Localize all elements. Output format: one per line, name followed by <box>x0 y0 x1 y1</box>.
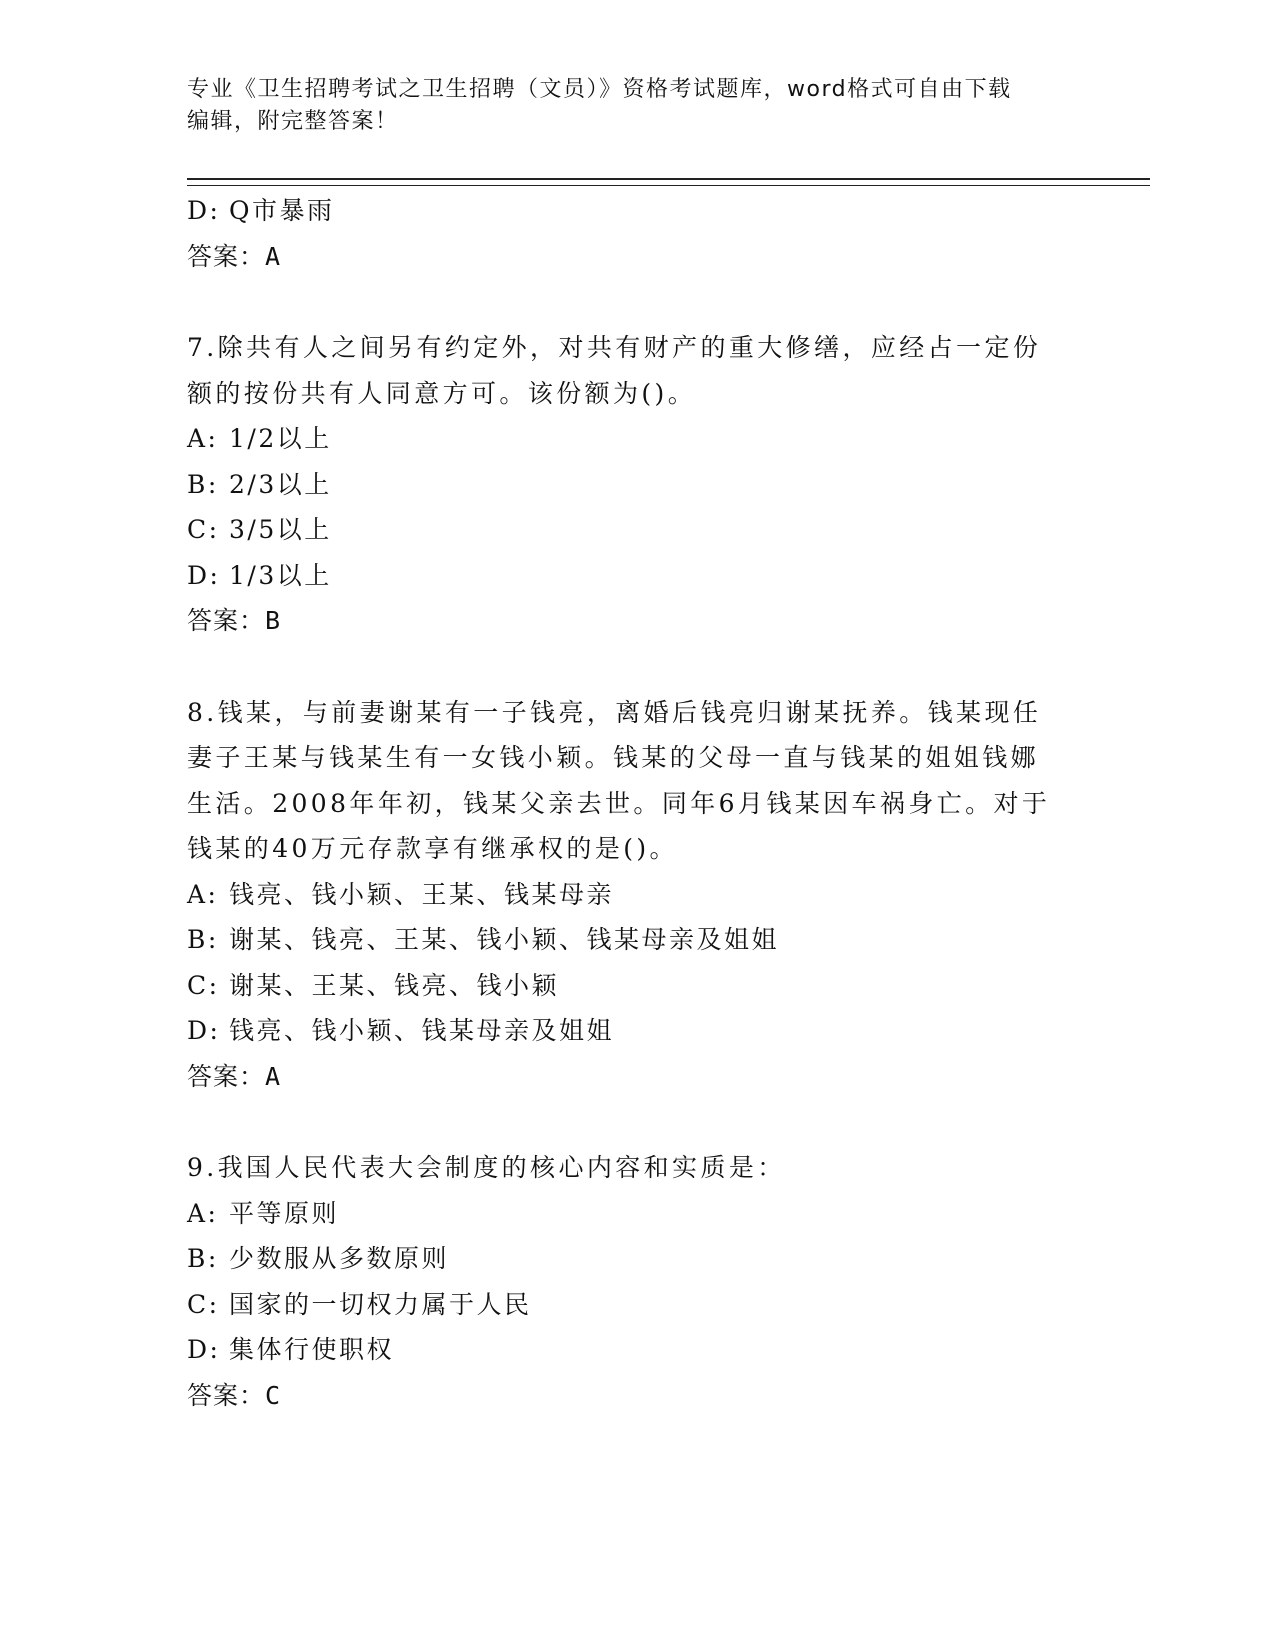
option-text: 钱亮、钱小颖、王某、钱某母亲 <box>229 879 615 909</box>
option-b <box>187 1236 1067 1282</box>
option-c <box>187 507 1067 553</box>
option-b <box>187 462 1067 508</box>
prev-answer <box>187 234 1067 280</box>
option-label: A: <box>187 879 219 909</box>
answer <box>187 1054 1067 1100</box>
question-content <box>187 188 1067 1418</box>
option-c <box>187 963 1067 1009</box>
option-a <box>187 872 1067 918</box>
answer-label: 答案： <box>187 1380 266 1410</box>
option-d <box>187 1327 1067 1373</box>
option-label: C: <box>187 1289 220 1319</box>
answer <box>187 598 1067 644</box>
header-line-2: 编辑，附完整答案！ <box>187 109 399 134</box>
option-label: B: <box>187 469 219 499</box>
option-label: B: <box>187 925 219 954</box>
question-9 <box>187 1145 1067 1418</box>
question-stem-line: 9.我国人民代表大会制度的核心内容和实质是： <box>187 1153 786 1182</box>
option-d <box>187 553 1067 599</box>
option-text: 谢某、钱亮、王某、钱小颖、钱某母亲及姐姐 <box>229 925 780 954</box>
option-text: 1/2以上 <box>229 424 332 453</box>
answer-label: 答案： <box>187 241 266 271</box>
option-label: D: <box>187 1335 221 1364</box>
option-a <box>187 416 1067 462</box>
option-c <box>187 1282 1067 1328</box>
option-b <box>187 917 1067 963</box>
option-label: B: <box>187 1244 219 1273</box>
header-line-1: 专业《卫生招聘考试之卫生招聘（文员）》资格考试题库，word格式可自由下载 <box>187 77 1012 102</box>
option-text: 平等原则 <box>229 1198 340 1228</box>
prev-option-d <box>187 188 1067 234</box>
answer-label: 答案： <box>187 1061 266 1091</box>
option-label: C: <box>187 970 220 1000</box>
option-text: 国家的一切权力属于人民 <box>229 1289 532 1319</box>
answer-label: 答案： <box>187 606 266 635</box>
spacer <box>187 279 1067 325</box>
option-text: 3/5以上 <box>229 515 332 544</box>
option-text: 2/3以上 <box>229 469 332 499</box>
option-text: 1/3以上 <box>229 560 332 590</box>
answer-value: B <box>265 606 282 635</box>
answer <box>187 1373 1067 1419</box>
option-label: A: <box>187 1198 219 1228</box>
option-label: D: <box>187 196 221 225</box>
question-stem-line: 额的按份共有人同意方可。该份额为()。 <box>187 378 697 408</box>
option-text: 谢某、王某、钱亮、钱小颖 <box>229 970 560 1000</box>
option-label: C: <box>187 515 220 544</box>
answer-value: A <box>265 1061 282 1091</box>
option-d <box>187 1008 1067 1054</box>
option-text: 钱亮、钱小颖、钱某母亲及姐姐 <box>229 1016 615 1045</box>
question-stem-line: 生活。2008年年初，钱某父亲去世。同年6月钱某因车祸身亡。对于 <box>187 788 1051 818</box>
header-divider <box>187 178 1150 186</box>
option-text: 集体行使职权 <box>229 1335 395 1364</box>
option-a <box>187 1191 1067 1237</box>
question-7 <box>187 325 1067 644</box>
answer-value: A <box>265 241 282 271</box>
question-8 <box>187 690 1067 1100</box>
spacer <box>187 1099 1067 1145</box>
option-text: Q市暴雨 <box>229 196 335 225</box>
option-label: D: <box>187 560 221 590</box>
spacer <box>187 644 1067 690</box>
answer-value: C <box>265 1380 282 1410</box>
option-label: A: <box>187 424 219 453</box>
question-stem-line: 7.除共有人之间另有约定外，对共有财产的重大修缮，应经占一定份 <box>187 333 1042 362</box>
option-label: D: <box>187 1016 221 1045</box>
question-stem-line: 妻子王某与钱某生有一女钱小颖。钱某的父母一直与钱某的姐姐钱娜 <box>187 743 1040 772</box>
question-stem-line: 钱某的40万元存款享有继承权的是()。 <box>187 834 678 863</box>
option-text: 少数服从多数原则 <box>229 1244 450 1273</box>
page-header <box>187 74 1067 138</box>
question-stem-line: 8.钱某，与前妻谢某有一子钱亮，离婚后钱亮归谢某抚养。钱某现任 <box>187 697 1042 727</box>
